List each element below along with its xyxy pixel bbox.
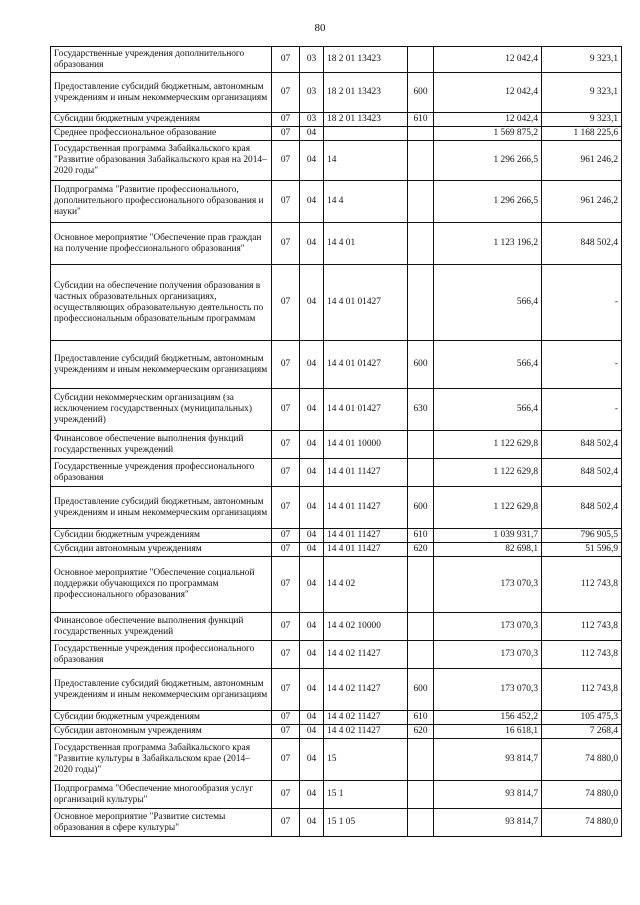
amount-approved-cell: 566,4 — [434, 341, 542, 389]
expense-type-cell — [408, 265, 434, 341]
section-code-cell: 07 — [272, 141, 300, 181]
subsection-code-cell: 04 — [300, 711, 324, 725]
amount-executed-cell: 112 743,8 — [542, 641, 622, 669]
subsection-code-cell: 04 — [300, 141, 324, 181]
amount-approved-cell: 173 070,3 — [434, 669, 542, 711]
subsection-code-cell: 04 — [300, 181, 324, 223]
amount-executed-cell: 848 502,4 — [542, 223, 622, 265]
table-row — [51, 739, 622, 781]
table-row — [51, 529, 622, 543]
subsection-code-cell: 04 — [300, 529, 324, 543]
subsection-code-cell: 04 — [300, 431, 324, 459]
expense-name-cell: Основное мероприятие "Развитие системы образования в сфере культуры" — [51, 809, 272, 837]
amount-executed-cell: 961 246,2 — [542, 181, 622, 223]
amount-approved-cell: 93 814,7 — [434, 781, 542, 809]
table-row — [51, 711, 622, 725]
subsection-code-cell: 04 — [300, 487, 324, 529]
target-article-cell: 14 4 01 11427 — [324, 487, 408, 529]
table-row — [51, 669, 622, 711]
table-row — [51, 543, 622, 557]
expense-type-cell: 610 — [408, 529, 434, 543]
section-code-cell: 07 — [272, 725, 300, 739]
amount-approved-cell: 1 296 266,5 — [434, 141, 542, 181]
amount-approved-cell: 12 042,4 — [434, 113, 542, 127]
target-article-cell: 15 1 05 — [324, 809, 408, 837]
subsection-code-cell: 04 — [300, 613, 324, 641]
expense-type-cell — [408, 459, 434, 487]
amount-executed-cell: 9 323,1 — [542, 47, 622, 73]
section-code-cell: 07 — [272, 809, 300, 837]
section-code-cell: 07 — [272, 557, 300, 613]
expense-type-cell — [408, 431, 434, 459]
target-article-cell: 14 4 01 01427 — [324, 341, 408, 389]
expense-name-cell: Субсидии бюджетным учреждениям — [51, 529, 272, 543]
target-article-cell: 14 4 02 — [324, 557, 408, 613]
subsection-code-cell: 04 — [300, 127, 324, 141]
table-row — [51, 459, 622, 487]
subsection-code-cell: 03 — [300, 47, 324, 73]
amount-approved-cell: 156 452,2 — [434, 711, 542, 725]
table-row — [51, 725, 622, 739]
expense-type-cell: 620 — [408, 725, 434, 739]
budget-table — [50, 46, 622, 837]
section-code-cell: 07 — [272, 47, 300, 73]
amount-approved-cell: 173 070,3 — [434, 557, 542, 613]
section-code-cell: 07 — [272, 341, 300, 389]
subsection-code-cell: 04 — [300, 809, 324, 837]
amount-executed-cell: 9 323,1 — [542, 113, 622, 127]
amount-approved-cell: 566,4 — [434, 265, 542, 341]
expense-type-cell: 630 — [408, 389, 434, 431]
subsection-code-cell: 04 — [300, 557, 324, 613]
amount-approved-cell: 82 698,1 — [434, 543, 542, 557]
expense-name-cell: Субсидии на обеспечение получения образования в частных образовательных организациях, осуществляющих образовательную деятельность по профессиональным образовательным программам — [51, 265, 272, 341]
table-row — [51, 389, 622, 431]
target-article-cell: 14 4 — [324, 181, 408, 223]
subsection-code-cell: 03 — [300, 113, 324, 127]
expense-name-cell: Субсидии бюджетным учреждениям — [51, 711, 272, 725]
expense-name-cell: Государственная программа Забайкальского края "Развитие культуры в Забайкальском крае (2014–2020 годы)" — [51, 739, 272, 781]
expense-name-cell: Субсидии бюджетным учреждениям — [51, 113, 272, 127]
expense-name-cell: Основное мероприятие "Обеспечение прав граждан на получение профессионального образования" — [51, 223, 272, 265]
table-row — [51, 809, 622, 837]
expense-type-cell: 600 — [408, 73, 434, 113]
expense-type-cell — [408, 809, 434, 837]
section-code-cell: 07 — [272, 389, 300, 431]
amount-executed-cell: 105 475,3 — [542, 711, 622, 725]
expense-type-cell: 610 — [408, 711, 434, 725]
target-article-cell: 14 4 01 01427 — [324, 265, 408, 341]
expense-type-cell — [408, 739, 434, 781]
target-article-cell: 14 4 01 11427 — [324, 529, 408, 543]
amount-executed-cell: 848 502,4 — [542, 459, 622, 487]
amount-executed-cell: 51 596,9 — [542, 543, 622, 557]
subsection-code-cell: 04 — [300, 781, 324, 809]
expense-type-cell: 600 — [408, 487, 434, 529]
target-article-cell: 14 4 01 11427 — [324, 459, 408, 487]
amount-approved-cell: 93 814,7 — [434, 809, 542, 837]
amount-executed-cell: 112 743,8 — [542, 557, 622, 613]
table-row — [51, 47, 622, 73]
amount-executed-cell: 7 268,4 — [542, 725, 622, 739]
target-article-cell: 14 4 02 11427 — [324, 711, 408, 725]
target-article-cell: 14 4 01 01427 — [324, 389, 408, 431]
section-code-cell: 07 — [272, 669, 300, 711]
amount-executed-cell: 848 502,4 — [542, 431, 622, 459]
expense-type-cell: 620 — [408, 543, 434, 557]
expense-name-cell: Государственные учреждения профессионального образования — [51, 641, 272, 669]
subsection-code-cell: 04 — [300, 459, 324, 487]
table-row — [51, 613, 622, 641]
section-code-cell: 07 — [272, 613, 300, 641]
subsection-code-cell: 04 — [300, 223, 324, 265]
amount-approved-cell: 1 122 629,8 — [434, 431, 542, 459]
target-article-cell — [324, 127, 408, 141]
expense-name-cell: Субсидии автономным учреждениям — [51, 543, 272, 557]
amount-approved-cell: 173 070,3 — [434, 641, 542, 669]
expense-type-cell: 600 — [408, 669, 434, 711]
target-article-cell: 18 2 01 13423 — [324, 73, 408, 113]
expense-type-cell — [408, 141, 434, 181]
subsection-code-cell: 04 — [300, 265, 324, 341]
target-article-cell: 18 2 01 13423 — [324, 47, 408, 73]
table-row — [51, 141, 622, 181]
expense-type-cell — [408, 641, 434, 669]
amount-approved-cell: 1 122 629,8 — [434, 487, 542, 529]
expense-name-cell: Государственные учреждения профессионального образования — [51, 459, 272, 487]
amount-executed-cell: 112 743,8 — [542, 669, 622, 711]
section-code-cell: 07 — [272, 181, 300, 223]
amount-approved-cell: 12 042,4 — [434, 73, 542, 113]
expense-type-cell — [408, 181, 434, 223]
section-code-cell: 07 — [272, 431, 300, 459]
amount-approved-cell: 1 123 196,2 — [434, 223, 542, 265]
expense-type-cell — [408, 223, 434, 265]
amount-approved-cell: 1 296 266,5 — [434, 181, 542, 223]
section-code-cell: 07 — [272, 127, 300, 141]
expense-type-cell: 600 — [408, 341, 434, 389]
section-code-cell: 07 — [272, 739, 300, 781]
target-article-cell: 18 2 01 13423 — [324, 113, 408, 127]
table-row — [51, 557, 622, 613]
table-row — [51, 781, 622, 809]
table-body — [51, 47, 622, 837]
section-code-cell: 07 — [272, 487, 300, 529]
amount-executed-cell: 74 880,0 — [542, 739, 622, 781]
target-article-cell: 14 4 02 11427 — [324, 725, 408, 739]
expense-name-cell: Субсидии некоммерческим организациям (за исключением государственных (муниципальных) учреждений) — [51, 389, 272, 431]
amount-approved-cell: 173 070,3 — [434, 613, 542, 641]
section-code-cell: 07 — [272, 113, 300, 127]
target-article-cell: 14 4 01 — [324, 223, 408, 265]
amount-approved-cell: 16 618,1 — [434, 725, 542, 739]
amount-executed-cell: 1 168 225,6 — [542, 127, 622, 141]
target-article-cell: 14 4 02 10000 — [324, 613, 408, 641]
expense-name-cell: Подпрограмма "Обеспечение многообразия услуг организаций культуры" — [51, 781, 272, 809]
amount-approved-cell: 1 122 629,8 — [434, 459, 542, 487]
target-article-cell: 15 1 — [324, 781, 408, 809]
expense-type-cell — [408, 47, 434, 73]
amount-executed-cell: 961 246,2 — [542, 141, 622, 181]
expense-name-cell: Подпрограмма "Развитие профессионального, дополнительного профессионального образования и науки" — [51, 181, 272, 223]
table-row — [51, 181, 622, 223]
section-code-cell: 07 — [272, 781, 300, 809]
expense-type-cell — [408, 613, 434, 641]
subsection-code-cell: 04 — [300, 641, 324, 669]
amount-executed-cell: - — [542, 341, 622, 389]
subsection-code-cell: 04 — [300, 543, 324, 557]
page-number: 80 — [314, 22, 326, 34]
subsection-code-cell: 04 — [300, 341, 324, 389]
subsection-code-cell: 04 — [300, 725, 324, 739]
section-code-cell: 07 — [272, 543, 300, 557]
target-article-cell: 14 4 02 11427 — [324, 669, 408, 711]
expense-name-cell: Финансовое обеспечение выполнения функций государственных учреждений — [51, 613, 272, 641]
table-row — [51, 341, 622, 389]
table-row — [51, 113, 622, 127]
amount-executed-cell: - — [542, 389, 622, 431]
expense-type-cell: 610 — [408, 113, 434, 127]
expense-name-cell: Основное мероприятие "Обеспечение социальной поддержки обучающихся по программам профессионального образования" — [51, 557, 272, 613]
target-article-cell: 15 — [324, 739, 408, 781]
expense-name-cell: Государственная программа Забайкальского края "Развитие образования Забайкальского края на 2014–2020 годы" — [51, 141, 272, 181]
expense-name-cell: Предоставление субсидий бюджетным, автономным учреждениям и иным некоммерческим организациям — [51, 487, 272, 529]
amount-approved-cell: 1 039 931,7 — [434, 529, 542, 543]
section-code-cell: 07 — [272, 73, 300, 113]
table-row — [51, 487, 622, 529]
amount-approved-cell: 12 042,4 — [434, 47, 542, 73]
expense-type-cell — [408, 557, 434, 613]
table-row — [51, 73, 622, 113]
amount-approved-cell: 93 814,7 — [434, 739, 542, 781]
subsection-code-cell: 04 — [300, 389, 324, 431]
target-article-cell: 14 4 02 11427 — [324, 641, 408, 669]
amount-executed-cell: 848 502,4 — [542, 487, 622, 529]
section-code-cell: 07 — [272, 459, 300, 487]
expense-name-cell: Субсидии автономным учреждениям — [51, 725, 272, 739]
amount-executed-cell: 9 323,1 — [542, 73, 622, 113]
expense-name-cell: Предоставление субсидий бюджетным, автономным учреждениям и иным некоммерческим организациям — [51, 73, 272, 113]
amount-executed-cell: 796 905,5 — [542, 529, 622, 543]
section-code-cell: 07 — [272, 641, 300, 669]
amount-executed-cell: 112 743,8 — [542, 613, 622, 641]
expense-name-cell: Предоставление субсидий бюджетным, автономным учреждениям и иным некоммерческим организациям — [51, 669, 272, 711]
table-row — [51, 641, 622, 669]
expense-name-cell: Финансовое обеспечение выполнения функций государственных учреждений — [51, 431, 272, 459]
amount-approved-cell: 1 569 875,2 — [434, 127, 542, 141]
section-code-cell: 07 — [272, 711, 300, 725]
section-code-cell: 07 — [272, 529, 300, 543]
expense-name-cell: Государственные учреждения дополнительного образования — [51, 47, 272, 73]
subsection-code-cell: 04 — [300, 739, 324, 781]
amount-executed-cell: - — [542, 265, 622, 341]
expense-type-cell — [408, 127, 434, 141]
subsection-code-cell: 03 — [300, 73, 324, 113]
table-row — [51, 127, 622, 141]
target-article-cell: 14 — [324, 141, 408, 181]
amount-approved-cell: 566,4 — [434, 389, 542, 431]
table-row — [51, 431, 622, 459]
table-row — [51, 223, 622, 265]
target-article-cell: 14 4 01 11427 — [324, 543, 408, 557]
expense-type-cell — [408, 781, 434, 809]
section-code-cell: 07 — [272, 265, 300, 341]
section-code-cell: 07 — [272, 223, 300, 265]
expense-name-cell: Предоставление субсидий бюджетным, автономным учреждениям и иным некоммерческим организациям — [51, 341, 272, 389]
target-article-cell: 14 4 01 10000 — [324, 431, 408, 459]
amount-executed-cell: 74 880,0 — [542, 781, 622, 809]
amount-executed-cell: 74 880,0 — [542, 809, 622, 837]
subsection-code-cell: 04 — [300, 669, 324, 711]
table-row — [51, 265, 622, 341]
expense-name-cell: Среднее профессиональное образование — [51, 127, 272, 141]
